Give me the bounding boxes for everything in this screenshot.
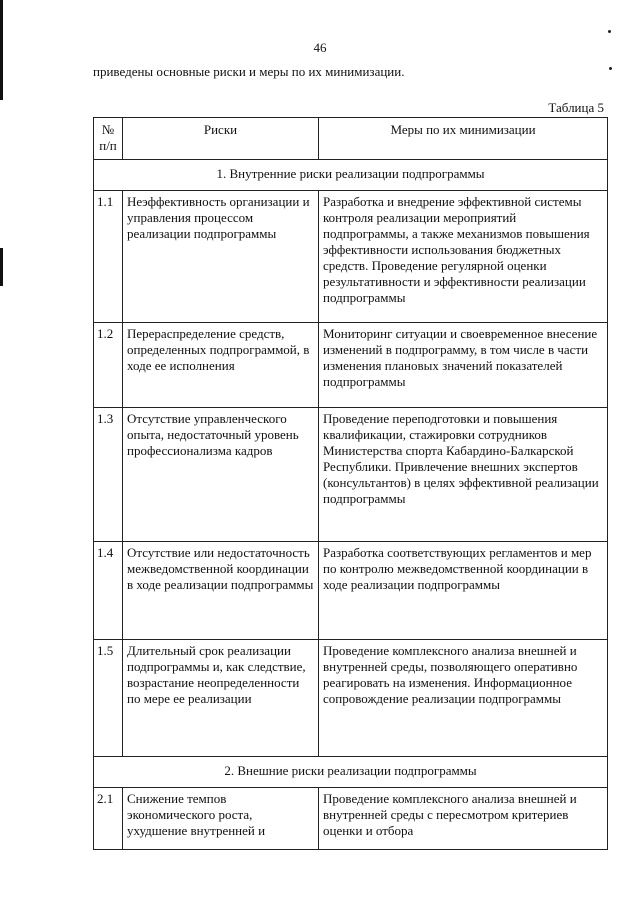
scan-speck [609,67,612,70]
row-measures: Проведение комплексного анализа внешней и внутренней среды с пересмотром критериев оценки и отбора [319,788,608,850]
table-header-row [94,118,608,160]
row-measures: Проведение переподготовки и повышения квалификации, стажировки сотрудников Министерства спорта Кабардино-Балкарской Республики. Привлечение внешних экспертов (консультантов) в целях эффективной реализации подпрограммы [319,408,608,542]
row-num: 1.1 [94,191,123,323]
risks-table [93,117,608,850]
row-measures: Проведение комплексного анализа внешней и внутренней среды, позволяющего оперативно реагировать на изменения. Информационное сопровождение реализации подпрограммы [319,640,608,757]
section-title: 1. Внутренние риски реализации подпрограммы [94,160,608,191]
table-row [94,191,608,323]
row-num: 2.1 [94,788,123,850]
row-risk: Отсутствие или недостаточность межведомственной координации в ходе реализации подпрограммы [123,542,319,640]
header-risk: Риски [123,118,319,160]
scan-edge-mark [0,248,3,286]
row-num: 1.5 [94,640,123,757]
table-row [94,323,608,408]
scan-speck [608,30,611,33]
row-measures: Разработка и внедрение эффективной системы контроля реализации мероприятий подпрограммы, а также механизмов повышения эффективности использования бюджетных средств. Проведение регулярной оценки результативности и эффективности реализации подпрограммы [319,191,608,323]
table-row [94,542,608,640]
intro-text: приведены основные риски и меры по их минимизации. [93,64,405,79]
table-row [94,640,608,757]
row-num: 1.3 [94,408,123,542]
table-row [94,408,608,542]
row-measures: Разработка соответствующих регламентов и мер по контролю межведомственной координации в ходе реализации подпрограммы [319,542,608,640]
header-measures: Меры по их минимизации [319,118,608,160]
section-title: 2. Внешние риски реализации подпрограммы [94,757,608,788]
header-num: № п/п [94,118,123,160]
page-number: 46 [313,40,327,55]
section-row [94,757,608,788]
row-num: 1.2 [94,323,123,408]
table-caption: Таблица 5 [548,100,604,115]
row-risk: Перераспределение средств, определенных подпрограммой, в ходе ее исполнения [123,323,319,408]
section-row [94,160,608,191]
row-risk: Снижение темпов экономического роста, ухудшение внутренней и [123,788,319,850]
row-risk: Отсутствие управленческого опыта, недостаточный уровень профессионализма кадров [123,408,319,542]
row-risk: Длительный срок реализации подпрограммы и, как следствие, возрастание неопределенности по мере ее реализации [123,640,319,757]
row-risk: Неэффективность организации и управления процессом реализации подпрограммы [123,191,319,323]
row-measures: Мониторинг ситуации и своевременное внесение изменений в подпрограмму, в том числе в части изменения плановых значений показателей подпрограммы [319,323,608,408]
row-num: 1.4 [94,542,123,640]
table-row [94,788,608,850]
